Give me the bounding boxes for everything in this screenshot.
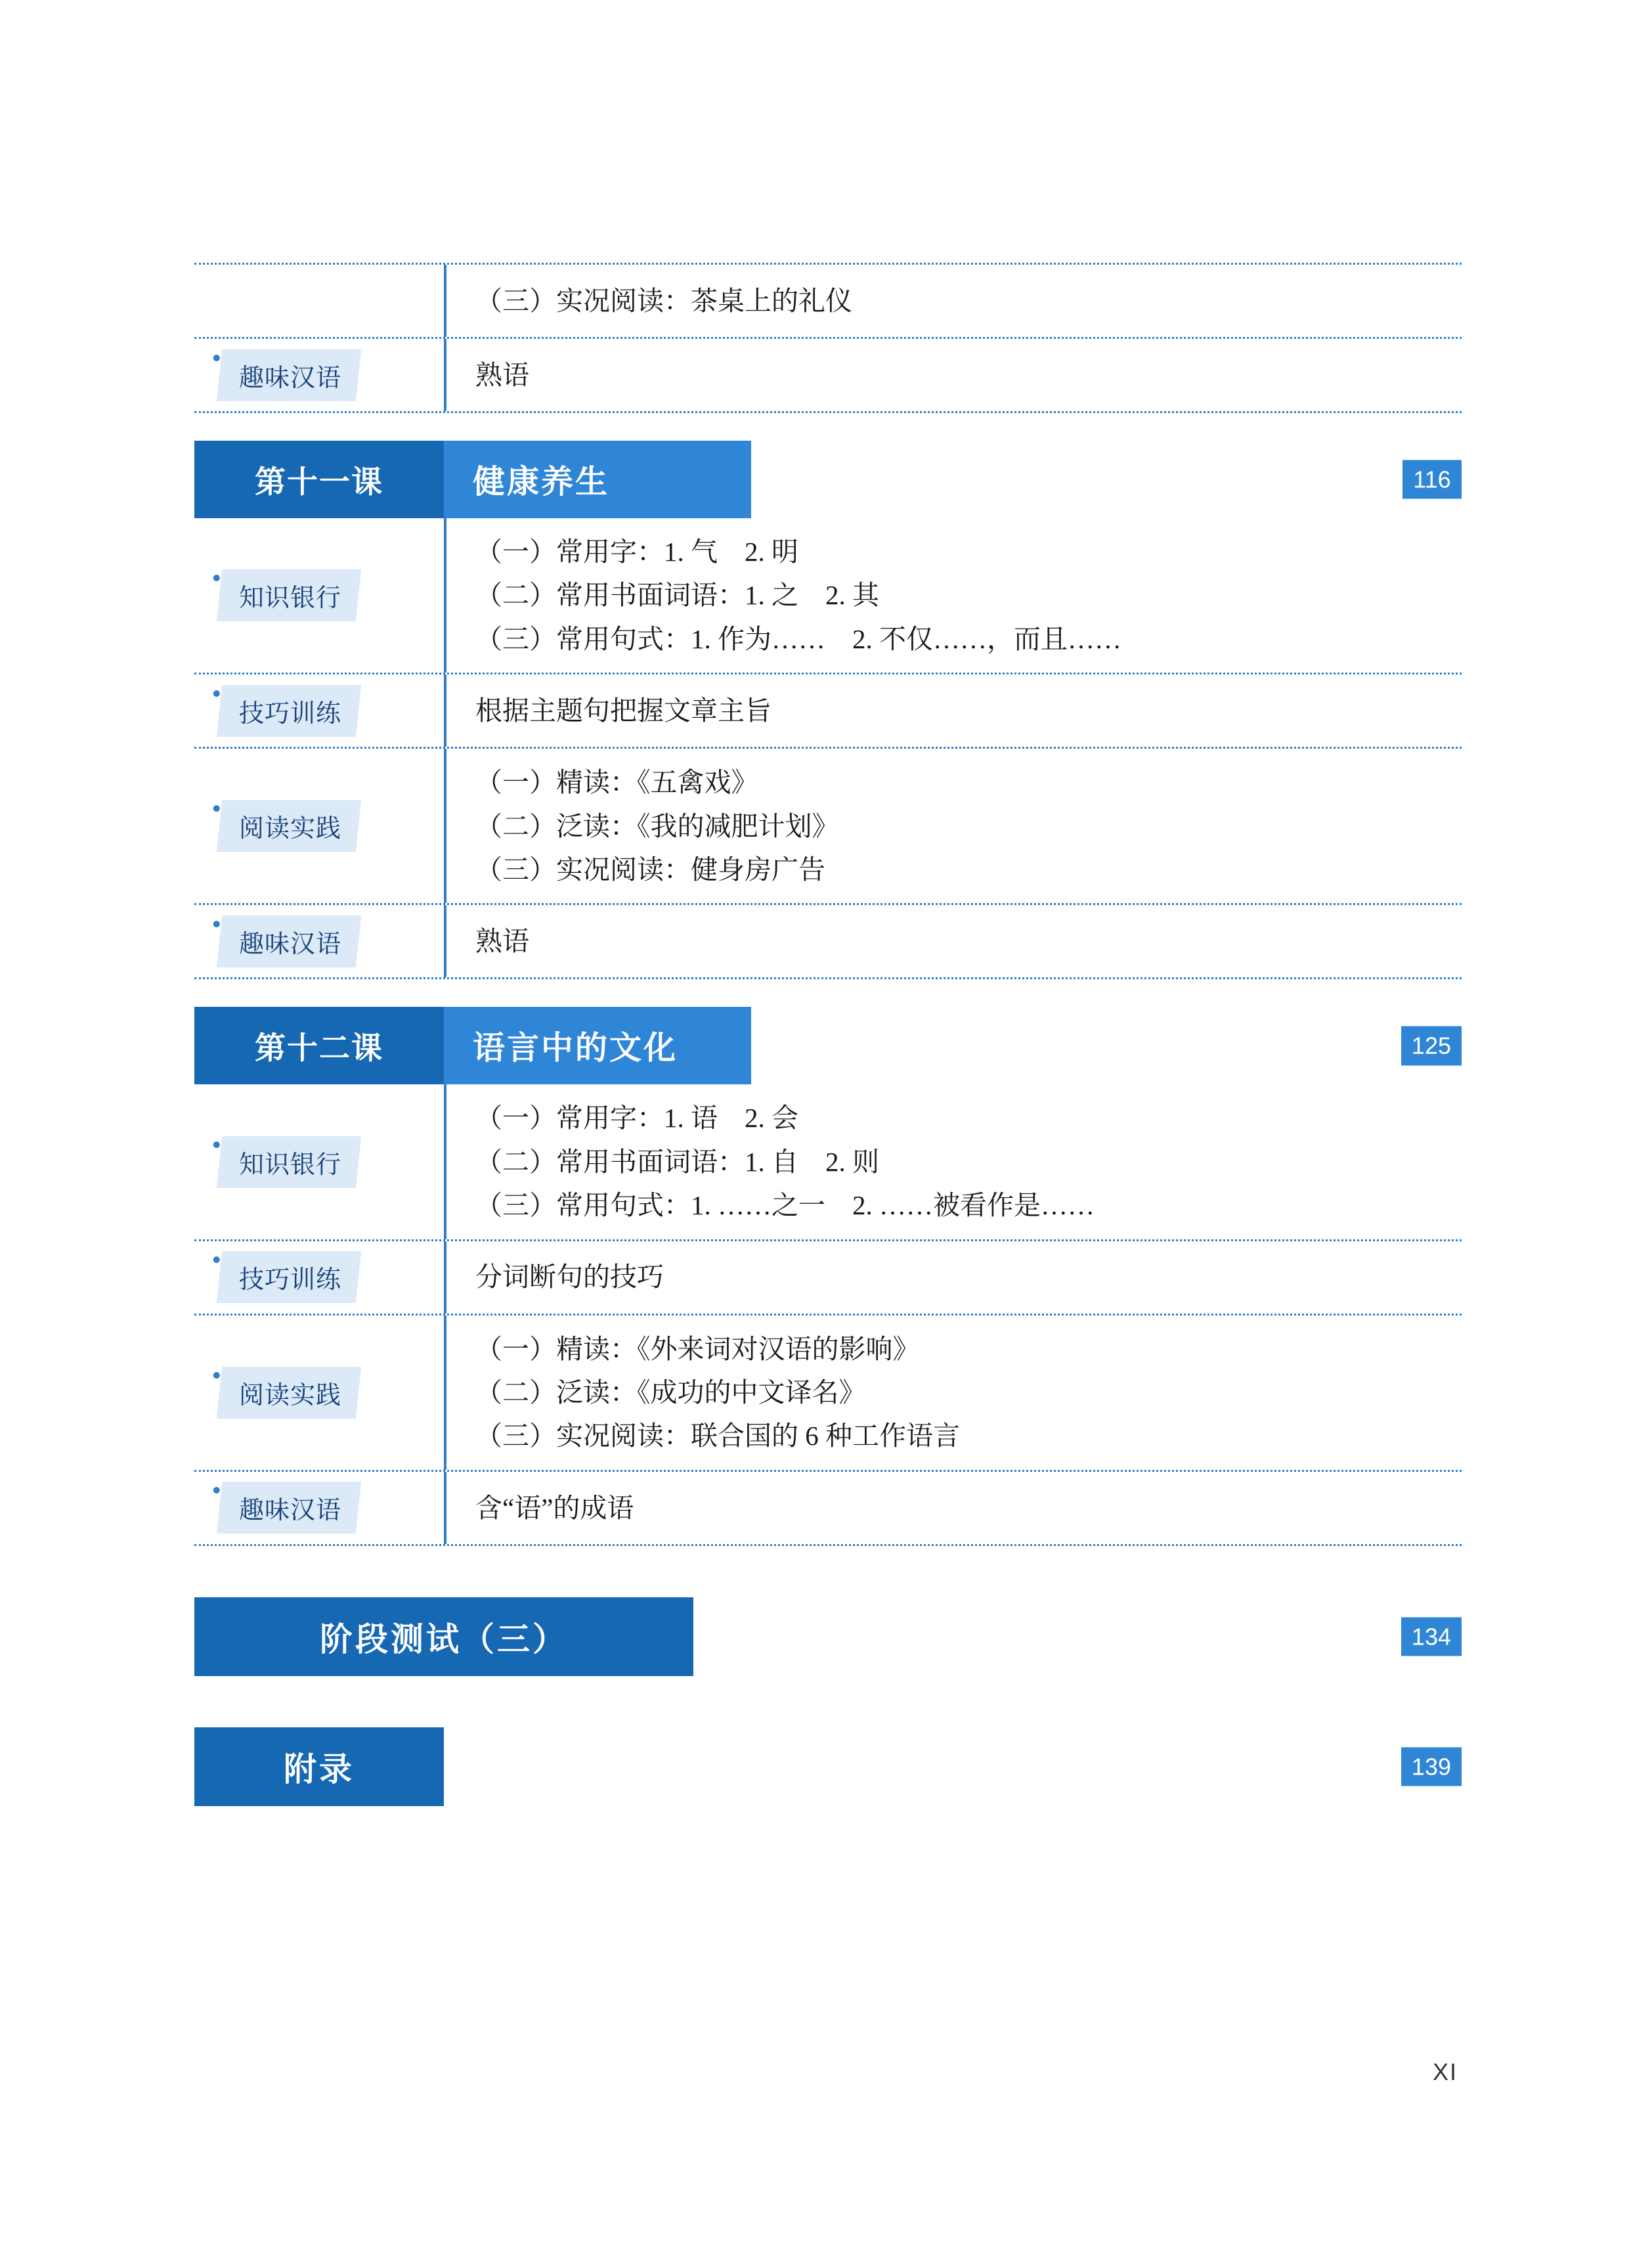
row-label-tag	[217, 800, 361, 852]
row-label-tag	[217, 1251, 361, 1303]
row-label-tag	[217, 569, 361, 621]
lesson-block-12	[194, 1007, 1462, 1545]
row-label-text: 趣味汉语	[239, 930, 342, 958]
row-body-cell	[444, 518, 1462, 673]
row-label-cell	[194, 1241, 444, 1314]
row-body-line: （二）泛读：《我的减肥计划》	[475, 810, 839, 841]
row-body-cell	[444, 265, 1462, 337]
lesson-page-number: 116	[1402, 460, 1462, 498]
row-body-line: （一）精读：《外来词对汉语的影响》	[475, 1333, 920, 1364]
row-label-tag	[217, 1482, 361, 1534]
lesson-header-12[interactable]	[194, 1007, 1462, 1084]
row-body-line: （三）实况阅读：茶桌上的礼仪	[475, 285, 852, 316]
section-bar-appendix[interactable]	[194, 1727, 1462, 1806]
section-page-number: 139	[1401, 1747, 1462, 1786]
row-label-text: 阅读实践	[239, 815, 342, 843]
lesson-number: 第十二课	[194, 1007, 444, 1084]
table-row	[194, 1084, 1462, 1239]
row-label-cell	[194, 749, 444, 903]
row-label-tag	[217, 1136, 361, 1188]
row-body-line: 熟语	[475, 926, 529, 957]
row-divider	[194, 977, 1462, 979]
table-row	[194, 749, 1462, 903]
row-label-tag	[217, 916, 361, 967]
row-body-cell	[444, 905, 1462, 977]
row-label-text: 阅读实践	[239, 1381, 342, 1409]
row-body-line: （三）常用句式：1. ……之一 2. ……被看作是……	[475, 1190, 1095, 1221]
row-label-cell	[194, 1316, 444, 1470]
row-label-tag	[217, 349, 361, 401]
row-divider	[194, 411, 1462, 413]
table-row	[194, 1472, 1462, 1544]
row-body-line: （一）常用字：1. 语 2. 会	[475, 1103, 798, 1134]
row-label-tag	[217, 685, 361, 737]
table-row	[194, 1316, 1462, 1470]
table-row	[194, 339, 1462, 411]
continuation-group	[194, 263, 1462, 413]
lesson-title: 健康养生	[444, 441, 751, 518]
row-body-line: （三）常用句式：1. 作为…… 2. 不仅……，而且……	[475, 623, 1121, 654]
row-label-cell	[194, 339, 444, 411]
row-body-line: （一）精读：《五禽戏》	[475, 767, 758, 798]
lesson-title: 语言中的文化	[444, 1007, 751, 1084]
row-body-cell	[444, 339, 1462, 411]
table-row	[194, 518, 1462, 673]
row-label-cell	[194, 905, 444, 977]
lesson-number: 第十一课	[194, 441, 444, 518]
row-body-line: （三）实况阅读：联合国的 6 种工作语言	[475, 1421, 960, 1451]
lesson-page-number: 125	[1401, 1027, 1462, 1065]
row-divider	[194, 1544, 1462, 1546]
row-label-cell	[194, 1472, 444, 1544]
row-body-line: （二）常用书面词语：1. 之 2. 其	[475, 580, 879, 611]
row-label-text: 趣味汉语	[239, 364, 342, 392]
lesson-header-11[interactable]	[194, 441, 1462, 518]
row-body-line: 根据主题句把握文章主旨	[475, 696, 772, 726]
row-label-tag	[217, 1367, 361, 1419]
row-label-cell	[194, 675, 444, 747]
row-body-line: （二）常用书面词语：1. 自 2. 则	[475, 1146, 879, 1177]
row-label-text: 技巧训练	[239, 699, 342, 728]
row-body-cell	[444, 1241, 1462, 1314]
row-label-cell	[194, 518, 444, 673]
row-label-cell	[194, 1084, 444, 1239]
row-label-text: 知识银行	[239, 1151, 342, 1179]
toc-content	[194, 263, 1462, 1806]
section-page-number: 134	[1401, 1617, 1462, 1656]
row-body-line: （三）实况阅读：健身房广告	[475, 854, 825, 885]
row-body-cell	[444, 1084, 1462, 1239]
row-label-text: 趣味汉语	[239, 1497, 342, 1525]
row-body-cell	[444, 1472, 1462, 1544]
lesson-header-spacer	[751, 1007, 1462, 1084]
page-folio: XI	[1432, 2058, 1458, 2085]
section-title: 附录	[194, 1727, 444, 1806]
row-body-cell	[444, 1316, 1462, 1470]
table-row	[194, 1241, 1462, 1314]
section-bar-stage-test[interactable]	[194, 1597, 1462, 1676]
row-label-cell	[194, 265, 444, 337]
row-body-cell	[444, 749, 1462, 903]
row-body-line: 分词断句的技巧	[475, 1262, 664, 1293]
row-body-line: （二）泛读：《成功的中文译名》	[475, 1377, 866, 1408]
lesson-header-spacer	[751, 441, 1462, 518]
row-body-line: （一）常用字：1. 气 2. 明	[475, 537, 798, 567]
section-title: 阶段测试（三）	[194, 1597, 693, 1676]
row-body-cell	[444, 675, 1462, 747]
table-row	[194, 265, 1462, 337]
row-label-text: 技巧训练	[239, 1266, 342, 1295]
lesson-block-11	[194, 441, 1462, 979]
table-row	[194, 675, 1462, 747]
table-row	[194, 905, 1462, 977]
row-body-line: 熟语	[475, 359, 529, 390]
row-body-line: 含“语”的成语	[475, 1492, 634, 1523]
row-label-text: 知识银行	[239, 585, 342, 613]
